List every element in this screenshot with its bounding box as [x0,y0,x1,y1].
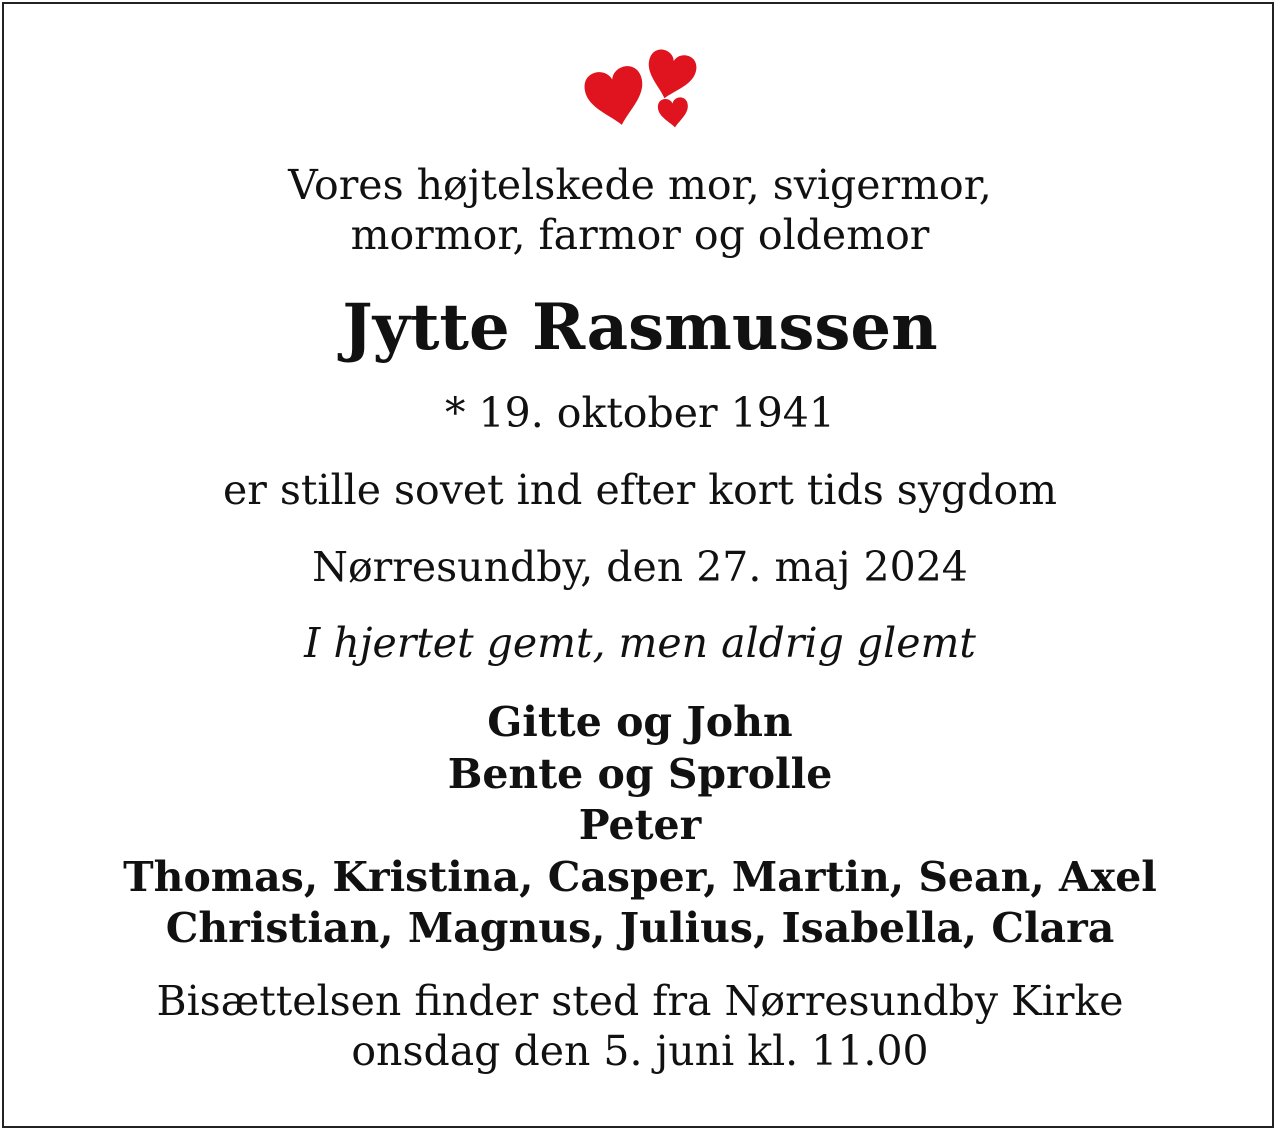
family-line: Gitte og John [487,698,793,746]
passing-message: er stille sovet ind efter kort tids sygdom [222,466,1058,514]
family-list [0,697,1280,955]
ceremony-line: Bisættelsen finder sted fra Nørresundby Kirke [156,977,1124,1025]
place-and-date: Nørresundby, den 27. maj 2024 [312,543,968,591]
ceremony-line: onsdag den 5. juni kl. 11.00 [351,1027,929,1075]
heart-medium-icon [641,47,699,104]
funeral-details [0,976,1280,1076]
intro-line: Vores højtelskede mor, svigermor, [288,161,992,209]
birth-date: * 19. oktober 1941 [445,389,835,437]
deceased-name: Jytte Rasmussen [342,290,938,365]
intro-line: mormor, farmor og oldemor [350,211,930,259]
family-line: Peter [578,801,702,849]
intro-text [0,160,1280,260]
heart-small-icon [657,97,690,129]
hearts-icon [580,46,704,132]
family-line: Bente og Sprolle [447,749,833,798]
family-line: Christian, Magnus, Julius, Isabella, Clara [165,904,1115,952]
family-line: Thomas, Kristina, Casper, Martin, Sean, Axel [123,852,1157,901]
memorial-motto: I hjertet gemt, men aldrig glemt [304,619,976,667]
heart-large-icon [582,63,651,130]
